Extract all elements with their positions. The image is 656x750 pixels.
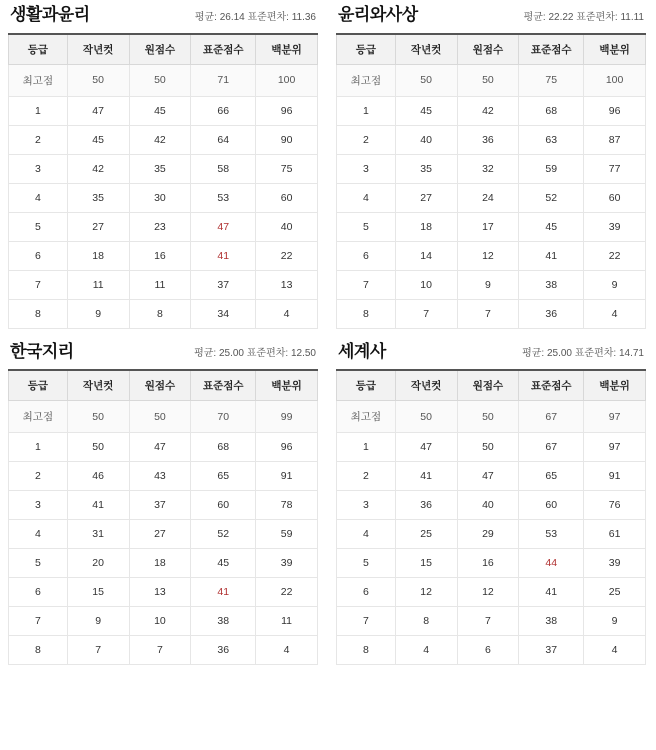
- subject-panel: [8, 6, 318, 329]
- table-row: [9, 183, 318, 212]
- cell-last: 8: [395, 607, 457, 636]
- cell-raw: 7: [129, 636, 191, 665]
- cell-raw: 50: [129, 64, 191, 96]
- cell-last: 41: [67, 491, 129, 520]
- cell-pct: 60: [256, 183, 318, 212]
- cell-grade: 최고점: [9, 401, 68, 433]
- cell-grade: 최고점: [337, 64, 396, 96]
- cell-std: 59: [519, 154, 584, 183]
- subject-title: 윤리와사상: [338, 5, 418, 24]
- column-header: 작년컷: [395, 370, 457, 401]
- subject-panel: [336, 6, 646, 329]
- table-row: [9, 270, 318, 299]
- table-row: [337, 462, 646, 491]
- cell-grade: 2: [337, 125, 396, 154]
- cell-std: 75: [519, 64, 584, 96]
- table-row: [9, 299, 318, 328]
- column-header: 원점수: [457, 370, 519, 401]
- cell-grade: 6: [9, 578, 68, 607]
- table-row: [9, 433, 318, 462]
- cell-std: 70: [191, 401, 256, 433]
- column-header: 등급: [9, 370, 68, 401]
- cell-raw: 42: [129, 125, 191, 154]
- cell-pct: 76: [584, 491, 646, 520]
- cell-last: 50: [67, 433, 129, 462]
- column-header: 작년컷: [395, 34, 457, 65]
- column-header: 원점수: [457, 34, 519, 65]
- cell-last: 15: [395, 549, 457, 578]
- cell-last: 35: [67, 183, 129, 212]
- cell-std: 45: [519, 212, 584, 241]
- table-row: [337, 270, 646, 299]
- cell-last: 41: [395, 462, 457, 491]
- cell-last: 46: [67, 462, 129, 491]
- cell-raw: 24: [457, 183, 519, 212]
- column-header: 백분위: [256, 370, 318, 401]
- cell-raw: 37: [129, 491, 191, 520]
- cell-last: 27: [395, 183, 457, 212]
- cell-grade: 5: [9, 549, 68, 578]
- cell-raw: 32: [457, 154, 519, 183]
- cell-grade: 4: [9, 520, 68, 549]
- cell-pct: 25: [584, 578, 646, 607]
- table-header-row: [9, 34, 318, 65]
- table-row: [9, 462, 318, 491]
- cell-raw: 12: [457, 578, 519, 607]
- table-row: [9, 241, 318, 270]
- cell-pct: 4: [256, 636, 318, 665]
- cell-raw: 27: [129, 520, 191, 549]
- table-row: [337, 549, 646, 578]
- cell-pct: 11: [256, 607, 318, 636]
- cell-grade: 6: [337, 578, 396, 607]
- cell-pct: 78: [256, 491, 318, 520]
- cell-std: 36: [519, 299, 584, 328]
- column-header: 작년컷: [67, 34, 129, 65]
- column-header: 등급: [337, 370, 396, 401]
- cell-raw: 6: [457, 636, 519, 665]
- cell-pct: 96: [584, 96, 646, 125]
- table-row: [337, 183, 646, 212]
- cell-std: 68: [519, 96, 584, 125]
- cell-pct: 9: [584, 607, 646, 636]
- cell-raw: 16: [457, 549, 519, 578]
- cell-last: 47: [67, 96, 129, 125]
- cell-raw: 50: [457, 433, 519, 462]
- cell-std: 38: [191, 607, 256, 636]
- cell-std: 47: [191, 212, 256, 241]
- cell-raw: 8: [129, 299, 191, 328]
- table-row: [9, 578, 318, 607]
- cell-std: 53: [191, 183, 256, 212]
- cell-grade: 8: [9, 299, 68, 328]
- table-row: [337, 433, 646, 462]
- score-table: [336, 33, 646, 329]
- subject-title: 세계사: [338, 341, 386, 361]
- column-header: 표준점수: [191, 34, 256, 65]
- cell-last: 42: [67, 154, 129, 183]
- table-header-row: [9, 370, 318, 401]
- cell-last: 12: [395, 578, 457, 607]
- cell-raw: 13: [129, 578, 191, 607]
- table-row: [337, 64, 646, 96]
- cell-raw: 10: [129, 607, 191, 636]
- cell-raw: 17: [457, 212, 519, 241]
- cell-std: 58: [191, 154, 256, 183]
- table-row: [337, 636, 646, 665]
- table-row: [337, 607, 646, 636]
- cell-pct: 22: [256, 578, 318, 607]
- cell-pct: 87: [584, 125, 646, 154]
- table-header-row: [337, 370, 646, 401]
- cell-last: 20: [67, 549, 129, 578]
- cell-last: 50: [67, 401, 129, 433]
- cell-pct: 60: [584, 183, 646, 212]
- cell-grade: 5: [9, 212, 68, 241]
- column-header: 표준점수: [191, 370, 256, 401]
- column-header: 표준점수: [519, 34, 584, 65]
- cell-raw: 50: [457, 401, 519, 433]
- subject-title: 한국지리: [10, 341, 74, 361]
- cell-pct: 39: [584, 212, 646, 241]
- panel-header: [8, 6, 318, 33]
- table-row: [337, 96, 646, 125]
- column-header: 작년컷: [67, 370, 129, 401]
- cell-pct: 77: [584, 154, 646, 183]
- table-row: [9, 125, 318, 154]
- cell-pct: 91: [584, 462, 646, 491]
- panel-header: [336, 6, 646, 33]
- cell-grade: 최고점: [337, 401, 396, 433]
- table-row: [9, 212, 318, 241]
- table-row: [9, 64, 318, 96]
- column-header: 등급: [9, 34, 68, 65]
- table-row: [337, 520, 646, 549]
- cell-std: 37: [191, 270, 256, 299]
- cell-last: 50: [395, 64, 457, 96]
- subject-panel: [8, 343, 318, 666]
- cell-grade: 2: [337, 462, 396, 491]
- table-row: [337, 299, 646, 328]
- cell-raw: 35: [129, 154, 191, 183]
- cell-raw: 7: [457, 607, 519, 636]
- cell-last: 50: [67, 64, 129, 96]
- cell-grade: 6: [337, 241, 396, 270]
- panel-grid: [8, 6, 648, 679]
- cell-last: 14: [395, 241, 457, 270]
- cell-raw: 36: [457, 125, 519, 154]
- cell-pct: 13: [256, 270, 318, 299]
- cell-grade: 8: [337, 636, 396, 665]
- cell-last: 9: [67, 299, 129, 328]
- cell-grade: 5: [337, 549, 396, 578]
- cell-pct: 22: [584, 241, 646, 270]
- cell-grade: 8: [9, 636, 68, 665]
- table-row: [9, 636, 318, 665]
- cell-pct: 97: [584, 401, 646, 433]
- cell-pct: 75: [256, 154, 318, 183]
- cell-last: 15: [67, 578, 129, 607]
- cell-grade: 7: [9, 607, 68, 636]
- table-row: [9, 607, 318, 636]
- column-header: 백분위: [256, 34, 318, 65]
- cell-raw: 9: [457, 270, 519, 299]
- subject-title: 생활과윤리: [10, 5, 90, 24]
- cell-grade: 7: [337, 270, 396, 299]
- cell-grade: 2: [9, 462, 68, 491]
- cell-pct: 4: [584, 299, 646, 328]
- cell-last: 45: [395, 96, 457, 125]
- subject-stats: 평균: 25.00 표준편차: 12.50: [194, 348, 316, 360]
- subject-stats: 평균: 25.00 표준편차: 14.71: [522, 348, 644, 360]
- cell-pct: 4: [584, 636, 646, 665]
- cell-pct: 61: [584, 520, 646, 549]
- cell-std: 45: [191, 549, 256, 578]
- cell-std: 41: [519, 578, 584, 607]
- table-row: [9, 520, 318, 549]
- cell-last: 45: [67, 125, 129, 154]
- score-table: [8, 33, 318, 329]
- cell-pct: 96: [256, 96, 318, 125]
- cell-last: 27: [67, 212, 129, 241]
- table-row: [337, 401, 646, 433]
- panel-header: [336, 343, 646, 370]
- cell-last: 40: [395, 125, 457, 154]
- cell-raw: 47: [129, 433, 191, 462]
- cell-grade: 7: [337, 607, 396, 636]
- cell-std: 65: [191, 462, 256, 491]
- table-row: [337, 578, 646, 607]
- cell-std: 67: [519, 401, 584, 433]
- cell-grade: 3: [9, 154, 68, 183]
- cell-pct: 90: [256, 125, 318, 154]
- cell-grade: 1: [9, 433, 68, 462]
- cell-pct: 99: [256, 401, 318, 433]
- score-table: [8, 369, 318, 665]
- cell-last: 25: [395, 520, 457, 549]
- cell-pct: 100: [256, 64, 318, 96]
- cell-last: 50: [395, 401, 457, 433]
- cell-grade: 1: [337, 433, 396, 462]
- table-header-row: [337, 34, 646, 65]
- cell-grade: 8: [337, 299, 396, 328]
- cell-last: 35: [395, 154, 457, 183]
- cell-last: 31: [67, 520, 129, 549]
- column-header: 원점수: [129, 370, 191, 401]
- cell-raw: 18: [129, 549, 191, 578]
- table-row: [337, 154, 646, 183]
- cell-grade: 4: [337, 183, 396, 212]
- column-header: 등급: [337, 34, 396, 65]
- cell-std: 68: [191, 433, 256, 462]
- cell-grade: 5: [337, 212, 396, 241]
- table-row: [9, 154, 318, 183]
- cell-raw: 7: [457, 299, 519, 328]
- cell-std: 41: [191, 241, 256, 270]
- subject-panel: [336, 343, 646, 666]
- table-row: [9, 549, 318, 578]
- cell-std: 60: [191, 491, 256, 520]
- column-header: 백분위: [584, 34, 646, 65]
- cell-last: 47: [395, 433, 457, 462]
- cell-std: 63: [519, 125, 584, 154]
- cell-raw: 29: [457, 520, 519, 549]
- cell-std: 34: [191, 299, 256, 328]
- cell-std: 60: [519, 491, 584, 520]
- cell-pct: 39: [584, 549, 646, 578]
- cell-pct: 100: [584, 64, 646, 96]
- cell-last: 9: [67, 607, 129, 636]
- cell-grade: 2: [9, 125, 68, 154]
- cell-grade: 7: [9, 270, 68, 299]
- table-row: [9, 491, 318, 520]
- subject-stats: 평균: 22.22 표준편차: 11.11: [523, 11, 644, 23]
- cell-grade: 1: [9, 96, 68, 125]
- cell-std: 65: [519, 462, 584, 491]
- cell-raw: 40: [457, 491, 519, 520]
- cell-grade: 최고점: [9, 64, 68, 96]
- cell-std: 71: [191, 64, 256, 96]
- cell-std: 38: [519, 270, 584, 299]
- cell-grade: 3: [337, 154, 396, 183]
- cell-std: 52: [191, 520, 256, 549]
- cell-last: 10: [395, 270, 457, 299]
- cell-std: 44: [519, 549, 584, 578]
- column-header: 표준점수: [519, 370, 584, 401]
- cell-pct: 59: [256, 520, 318, 549]
- cell-last: 18: [67, 241, 129, 270]
- table-row: [337, 491, 646, 520]
- cell-pct: 97: [584, 433, 646, 462]
- cell-raw: 47: [457, 462, 519, 491]
- cell-grade: 4: [337, 520, 396, 549]
- table-row: [9, 96, 318, 125]
- cell-std: 67: [519, 433, 584, 462]
- cell-last: 36: [395, 491, 457, 520]
- table-row: [337, 241, 646, 270]
- table-row: [9, 401, 318, 433]
- cell-pct: 96: [256, 433, 318, 462]
- cell-last: 7: [67, 636, 129, 665]
- cell-grade: 1: [337, 96, 396, 125]
- cell-pct: 91: [256, 462, 318, 491]
- cell-last: 4: [395, 636, 457, 665]
- cell-pct: 22: [256, 241, 318, 270]
- cell-grade: 6: [9, 241, 68, 270]
- cell-last: 18: [395, 212, 457, 241]
- cell-std: 53: [519, 520, 584, 549]
- cell-raw: 42: [457, 96, 519, 125]
- column-header: 원점수: [129, 34, 191, 65]
- cell-raw: 43: [129, 462, 191, 491]
- cell-std: 41: [191, 578, 256, 607]
- cell-std: 66: [191, 96, 256, 125]
- cell-std: 52: [519, 183, 584, 212]
- cell-std: 37: [519, 636, 584, 665]
- cell-std: 41: [519, 241, 584, 270]
- score-table: [336, 369, 646, 665]
- cell-std: 38: [519, 607, 584, 636]
- cell-std: 36: [191, 636, 256, 665]
- cell-raw: 12: [457, 241, 519, 270]
- table-row: [337, 125, 646, 154]
- subject-stats: 평균: 26.14 표준편차: 11.36: [194, 11, 316, 23]
- cell-std: 64: [191, 125, 256, 154]
- table-row: [337, 212, 646, 241]
- cell-raw: 23: [129, 212, 191, 241]
- cell-pct: 40: [256, 212, 318, 241]
- cell-raw: 50: [129, 401, 191, 433]
- cell-grade: 3: [337, 491, 396, 520]
- cell-pct: 4: [256, 299, 318, 328]
- panel-header: [8, 343, 318, 370]
- cell-last: 7: [395, 299, 457, 328]
- cell-last: 11: [67, 270, 129, 299]
- cell-raw: 16: [129, 241, 191, 270]
- cell-pct: 9: [584, 270, 646, 299]
- cell-grade: 4: [9, 183, 68, 212]
- cell-raw: 11: [129, 270, 191, 299]
- cell-pct: 39: [256, 549, 318, 578]
- cell-raw: 45: [129, 96, 191, 125]
- cell-grade: 3: [9, 491, 68, 520]
- column-header: 백분위: [584, 370, 646, 401]
- cell-raw: 30: [129, 183, 191, 212]
- cell-raw: 50: [457, 64, 519, 96]
